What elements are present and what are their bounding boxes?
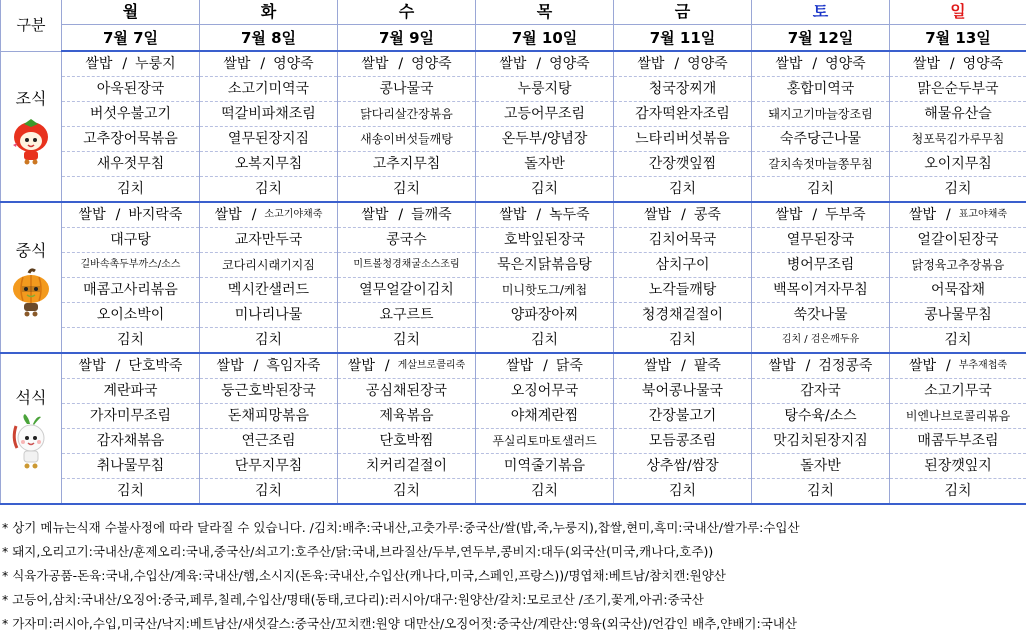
rice-porridge-cell (752, 51, 890, 77)
separator: / (384, 358, 390, 374)
rice-label: 쌀밥 (775, 207, 803, 223)
dish-cell: 새우젓무침 (62, 152, 200, 177)
rice-label: 쌀밥 (908, 358, 937, 374)
dish-cell: 김치 (614, 328, 752, 354)
dish-cell: 상추쌈/쌈장 (614, 454, 752, 479)
rice-porridge-cell (614, 202, 752, 228)
dish-cell: 감자국 (752, 379, 890, 404)
dish-cell: 푸실리토마토샐러드 (476, 429, 614, 454)
dish-cell: 김치 (200, 177, 338, 203)
dish-cell: 삼치구이 (614, 253, 752, 278)
dish-cell: 김치 (476, 177, 614, 203)
dish-cell: 백목이겨자무침 (752, 278, 890, 303)
rice-label: 쌀밥 (912, 56, 940, 72)
dish-cell: 묵은지닭볶음탕 (476, 253, 614, 278)
dish-row (1, 253, 1026, 278)
dish-cell: 아욱된장국 (62, 77, 200, 102)
separator: / (251, 207, 257, 223)
dish-cell: 감자채볶음 (62, 429, 200, 454)
dish-row (1, 379, 1026, 404)
meal-label: 중식 (15, 240, 47, 260)
dish-cell: 비엔나브로콜리볶음 (890, 404, 1026, 429)
dish-cell: 북어콩나물국 (614, 379, 752, 404)
dish-cell: 돌자반 (476, 152, 614, 177)
rice-label: 쌀밥 (499, 207, 527, 223)
dish-cell: 소고기무국 (890, 379, 1026, 404)
rice-porridge-cell (752, 202, 890, 228)
dish-cell: 길바속촉두부까스/소스 (62, 253, 200, 278)
rice-porridge-cell (476, 51, 614, 77)
dish-cell: 돌자반 (752, 454, 890, 479)
dish-cell: 야채계란찜 (476, 404, 614, 429)
porridge-label: 영양죽 (273, 56, 314, 72)
rice-porridge-cell (200, 51, 338, 77)
dish-cell: 닭다리살간장볶음 (338, 102, 476, 127)
separator: / (122, 56, 128, 72)
note-line: * 식육가공품-돈육:국내,수입산/계육:국내산/햄,소시지(돈육:국내산,수입산(캐나다,미국,스페인,프랑스))/명엽채:베트남/참치캔:원양산 (2, 568, 726, 583)
separator: / (260, 56, 266, 72)
day-name-fri: 금 (614, 0, 752, 25)
note-line: * 고등어,삼치:국내산/오징어:중국,페루,칠레,수입산/명태(동태,코다리):러시아/대구:원양산/갈치:모로코산 /조기,꽃게,아귀:중국산 (2, 592, 704, 607)
dish-cell: 매콤두부조림 (890, 429, 1026, 454)
date-sun: 7월 13일 (890, 25, 1026, 52)
dish-cell: 김치 (890, 328, 1026, 354)
dish-row (1, 228, 1026, 253)
rice-porridge-cell (476, 353, 614, 379)
rice-porridge-cell (62, 353, 200, 379)
dish-cell: 쑥갓나물 (752, 303, 890, 328)
separator: / (536, 207, 542, 223)
day-name-sat: 토 (752, 0, 890, 25)
dish-cell: 감자떡완자조림 (614, 102, 752, 127)
dish-cell: 미나리나물 (200, 303, 338, 328)
dish-cell: 해물유산슬 (890, 102, 1026, 127)
rice-porridge-cell (890, 51, 1026, 77)
porridge-label: 닭죽 (555, 358, 583, 374)
porridge-label: 바지락죽 (128, 207, 183, 223)
dish-cell: 김치 (62, 328, 200, 354)
rice-label: 쌀밥 (768, 358, 796, 374)
dish-cell: 단호박찜 (338, 429, 476, 454)
dish-cell: 새송이버섯들깨탕 (338, 127, 476, 152)
dish-row (1, 278, 1026, 303)
date-fri: 7월 11일 (614, 25, 752, 52)
dish-cell: 닭정육고추장볶음 (890, 253, 1026, 278)
separator: / (681, 207, 686, 223)
dish-cell: 김치 (476, 479, 614, 505)
dish-cell: 버섯우불고기 (62, 102, 200, 127)
dish-cell: 숙주당근나물 (752, 127, 890, 152)
separator: / (536, 56, 542, 72)
separator: / (398, 207, 404, 223)
dish-cell: 고추지무침 (338, 152, 476, 177)
dish-cell: 김치어묵국 (614, 228, 752, 253)
dish-cell: 미니핫도그/케첩 (476, 278, 614, 303)
rice-row (1, 51, 1026, 77)
dish-cell: 병어무조림 (752, 253, 890, 278)
dish-cell: 노각들깨탕 (614, 278, 752, 303)
date-sat: 7월 12일 (752, 25, 890, 52)
dish-cell: 탕수육/소스 (752, 404, 890, 429)
dish-cell: 호박잎된장국 (476, 228, 614, 253)
corner-label: 구분 (1, 0, 62, 51)
dish-cell: 취나물무침 (62, 454, 200, 479)
dish-cell: 김치 (614, 479, 752, 505)
rice-porridge-cell (614, 353, 752, 379)
dish-cell: 김치 (476, 328, 614, 354)
rice-porridge-cell (200, 202, 338, 228)
dish-cell: 미역줄기볶음 (476, 454, 614, 479)
porridge-label: 영양죽 (825, 56, 866, 72)
dish-cell: 고등어무조림 (476, 102, 614, 127)
note-line: * 돼지,오리고기:국내산/훈제오리:국내,중국산/쇠고기:호주산/닭:국내,브라질산/두부,연두부,콩비지:대두(외국산(미국,캐나다,호주)) (2, 544, 714, 559)
dish-cell: 고추장어묵볶음 (62, 127, 200, 152)
dish-cell: 맛김치된장지짐 (752, 429, 890, 454)
date-tue: 7월 8일 (200, 25, 338, 52)
porridge-label: 영양죽 (411, 56, 452, 72)
rice-label: 쌀밥 (644, 358, 672, 374)
meal-label-cell (1, 353, 62, 504)
porridge-label: 팥죽 (693, 358, 721, 374)
rice-porridge-cell (338, 353, 476, 379)
dish-cell: 돼지고기마늘장조림 (752, 102, 890, 127)
dish-cell: 단무지무침 (200, 454, 338, 479)
dish-cell: 간장깻잎찜 (614, 152, 752, 177)
meal-label: 조식 (15, 89, 47, 109)
dish-cell: 청경채겉절이 (614, 303, 752, 328)
dish-cell: 콩나물국 (338, 77, 476, 102)
rice-label: 쌀밥 (78, 358, 106, 374)
dish-cell: 오이지무침 (890, 152, 1026, 177)
separator: / (812, 207, 818, 223)
dish-cell: 코다리시래기지짐 (200, 253, 338, 278)
date-wed: 7월 9일 (338, 25, 476, 52)
dish-row (1, 479, 1026, 505)
dish-row (1, 404, 1026, 429)
dish-cell: 얼갈이된장국 (890, 228, 1026, 253)
rice-label: 쌀밥 (214, 207, 242, 223)
dish-cell: 멕시칸샐러드 (200, 278, 338, 303)
dish-cell: 오징어무국 (476, 379, 614, 404)
dish-row (1, 152, 1026, 177)
day-name-mon: 월 (62, 0, 200, 25)
dish-cell: 김치 (890, 177, 1026, 203)
dish-cell: 청국장찌개 (614, 77, 752, 102)
porridge-label: 소고기야채죽 (264, 209, 323, 220)
day-name-row (1, 0, 1026, 25)
rice-label: 쌀밥 (775, 56, 803, 72)
rice-label: 쌀밥 (637, 56, 665, 72)
dish-cell: 모듬콩조림 (614, 429, 752, 454)
rice-label: 쌀밥 (506, 358, 534, 374)
dish-row (1, 177, 1026, 203)
rice-label: 쌀밥 (216, 358, 244, 374)
separator: / (805, 358, 811, 374)
separator: / (398, 56, 404, 72)
note-line: * 가자미:러시아,수입,미국산/낙지:베트남산/새섯갈스:중국산/꼬치캔:원양 대만산/오징어젓:중국산/계란산:영육(외국산)/언감인 배추,얀배기:국내산 (2, 616, 797, 631)
dish-cell: 맑은순두부국 (890, 77, 1026, 102)
dish-cell: 김치 (62, 177, 200, 203)
meal-label: 석식 (15, 387, 47, 407)
dish-cell: 소고기미역국 (200, 77, 338, 102)
dish-row (1, 127, 1026, 152)
dish-cell: 김치 (890, 479, 1026, 505)
dish-cell: 연근조림 (200, 429, 338, 454)
rice-porridge-cell (476, 202, 614, 228)
rice-label: 쌀밥 (85, 56, 113, 72)
rice-label: 쌀밥 (499, 56, 527, 72)
porridge-label: 두부죽 (825, 207, 866, 223)
separator: / (946, 358, 951, 374)
dish-cell: 제육볶음 (338, 404, 476, 429)
dish-cell: 김치 (338, 328, 476, 354)
dish-cell: 느타리버섯볶음 (614, 127, 752, 152)
porridge-label: 영양죽 (687, 56, 728, 72)
dish-cell: 온두부/양념장 (476, 127, 614, 152)
dish-cell: 요구르트 (338, 303, 476, 328)
porridge-label: 단호박죽 (128, 358, 183, 374)
day-name-thu: 목 (476, 0, 614, 25)
dish-cell: 김치 (752, 479, 890, 505)
dish-cell: 대구탕 (62, 228, 200, 253)
rice-label: 쌀밥 (908, 207, 937, 223)
date-thu: 7월 10일 (476, 25, 614, 52)
dish-cell: 갈치속젓마늘쫑무침 (752, 152, 890, 177)
separator: / (115, 207, 121, 223)
rice-row (1, 353, 1026, 379)
dish-cell: 떡갈비파채조림 (200, 102, 338, 127)
rice-porridge-cell (62, 51, 200, 77)
porridge-label: 들깨죽 (411, 207, 452, 223)
rice-porridge-cell (890, 353, 1026, 379)
dish-cell: 청포묵김가루무침 (890, 127, 1026, 152)
day-name-sun: 일 (890, 0, 1026, 25)
dish-cell: 어묵잡채 (890, 278, 1026, 303)
rice-porridge-cell (338, 51, 476, 77)
dish-row (1, 102, 1026, 127)
porridge-label: 콩죽 (693, 207, 721, 223)
rice-label: 쌀밥 (347, 358, 375, 374)
rice-row (1, 202, 1026, 228)
separator: / (946, 207, 951, 223)
dish-cell: 매콤고사리볶음 (62, 278, 200, 303)
separator: / (681, 358, 686, 374)
dish-cell: 김치 (338, 479, 476, 505)
rice-label: 쌀밥 (78, 207, 106, 223)
porridge-label: 누룽지 (135, 56, 176, 72)
dish-row (1, 429, 1026, 454)
dish-cell: 양파장아찌 (476, 303, 614, 328)
radish-character-icon (1, 414, 61, 472)
separator: / (949, 56, 955, 72)
dish-cell: 김치 / 검은깨두유 (752, 328, 890, 354)
porridge-label: 녹두죽 (549, 207, 590, 223)
dish-row (1, 303, 1026, 328)
notes-section (0, 516, 1026, 636)
note-line: * 상기 메뉴는식재 수불사정에 따라 달라질 수 있습니다. /김치:배추:국내산,고춧가루:중국산/쌀(밥,죽,누룽지),찹쌀,현미,흑미:국내산/쌀가루:수입산 (2, 520, 800, 535)
date-mon: 7월 7일 (62, 25, 200, 52)
date-row (1, 25, 1026, 52)
day-name-tue: 화 (200, 0, 338, 25)
rice-porridge-cell (62, 202, 200, 228)
dish-cell: 미트볼청경채굴소스조림 (338, 253, 476, 278)
porridge-label: 표고야채죽 (958, 209, 1008, 220)
dish-cell: 치커리겉절이 (338, 454, 476, 479)
rice-porridge-cell (338, 202, 476, 228)
porridge-label: 영양죽 (962, 56, 1004, 72)
pumpkin-character-icon (1, 267, 61, 317)
dish-cell: 계란파국 (62, 379, 200, 404)
dish-cell: 둥근호박된장국 (200, 379, 338, 404)
dish-cell: 오이소박이 (62, 303, 200, 328)
dish-cell: 교자만두국 (200, 228, 338, 253)
separator: / (543, 358, 548, 374)
porridge-label: 흑임자죽 (266, 358, 321, 374)
dish-cell: 돈채피망볶음 (200, 404, 338, 429)
meal-label-cell (1, 202, 62, 353)
dish-cell: 김치 (752, 177, 890, 203)
rice-porridge-cell (890, 202, 1026, 228)
dish-cell: 콩국수 (338, 228, 476, 253)
dish-cell: 김치 (200, 328, 338, 354)
porridge-label: 검정콩죽 (818, 358, 873, 374)
rice-porridge-cell (752, 353, 890, 379)
dish-cell: 가자미무조림 (62, 404, 200, 429)
dish-cell: 간장불고기 (614, 404, 752, 429)
rice-porridge-cell (614, 51, 752, 77)
dish-cell: 열무얼갈이김치 (338, 278, 476, 303)
tomato-character-icon (1, 115, 61, 165)
separator: / (674, 56, 680, 72)
dish-cell: 누룽지탕 (476, 77, 614, 102)
porridge-label: 부추재첩죽 (958, 360, 1008, 371)
rice-porridge-cell (200, 353, 338, 379)
dish-cell: 공심채된장국 (338, 379, 476, 404)
rice-label: 쌀밥 (361, 56, 389, 72)
dish-row (1, 454, 1026, 479)
meal-label-cell (1, 51, 62, 202)
dish-cell: 열무된장지짐 (200, 127, 338, 152)
dish-cell: 김치 (614, 177, 752, 203)
porridge-label: 영양죽 (549, 56, 590, 72)
rice-label: 쌀밥 (223, 56, 251, 72)
rice-label: 쌀밥 (361, 207, 389, 223)
separator: / (812, 56, 818, 72)
separator: / (115, 358, 121, 374)
dish-row (1, 77, 1026, 102)
dish-cell: 된장깻잎지 (890, 454, 1026, 479)
dish-cell: 콩나물무침 (890, 303, 1026, 328)
dish-cell: 홍합미역국 (752, 77, 890, 102)
day-name-wed: 수 (338, 0, 476, 25)
porridge-label: 게살브로콜리죽 (397, 360, 466, 371)
dish-cell: 김치 (62, 479, 200, 505)
dish-cell: 김치 (200, 479, 338, 505)
separator: / (253, 358, 259, 374)
dish-cell: 오복지무침 (200, 152, 338, 177)
rice-label: 쌀밥 (644, 207, 672, 223)
dish-row (1, 328, 1026, 354)
dish-cell: 김치 (338, 177, 476, 203)
dish-cell: 열무된장국 (752, 228, 890, 253)
